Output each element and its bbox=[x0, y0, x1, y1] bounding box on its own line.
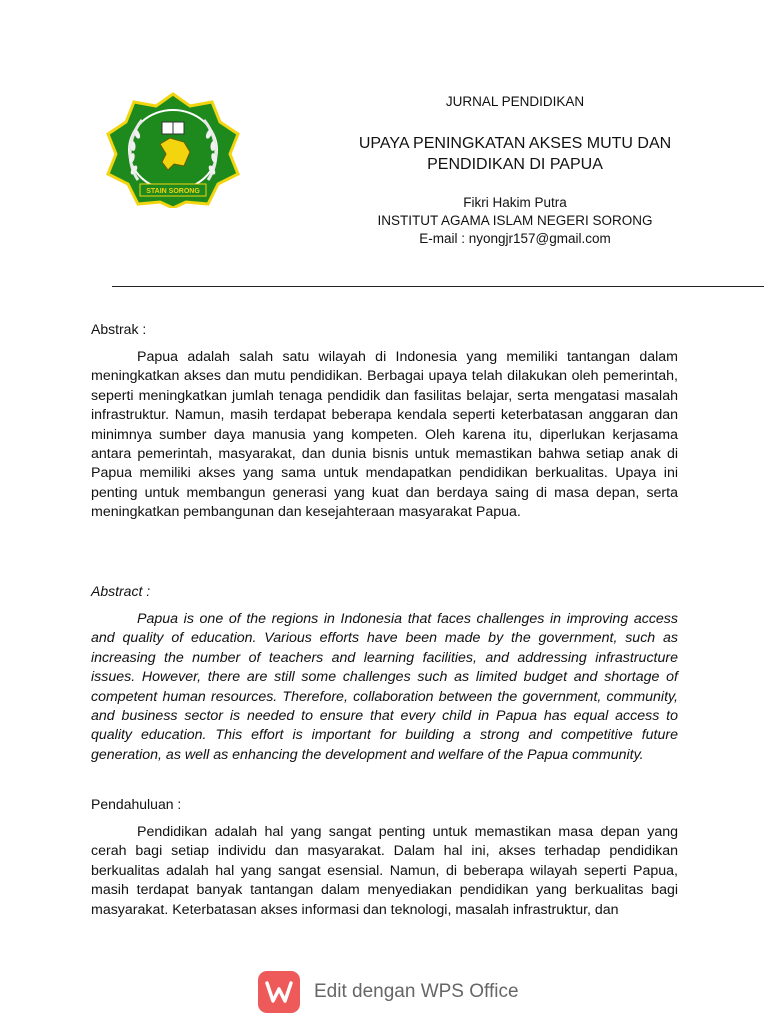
logo-text: STAIN SORONG bbox=[146, 188, 200, 195]
author-email: E-mail : nyongjr157@gmail.com bbox=[419, 231, 611, 246]
wps-logo-icon bbox=[258, 971, 300, 1013]
abstrak-heading: Abstrak : bbox=[91, 321, 147, 337]
abstrak-body: Papua adalah salah satu wilayah di Indonesia yang memiliki tantangan dalam meningkatkan akses dan mutu pendidikan. Berbagai upaya telah dilakukan oleh pemerintah, seperti meningkatkan jumlah tenaga pendidik dan fasilitas belajar, serta mengatasi masalah infrastruktur. Namun, masih terdapat beberapa kendala seperti keterbatasan anggaran dan minimnya sumber daya manusia yang kompeten. Oleh karena itu, diperlukan kerjasama antara pemerintah, masyarakat, dan dunia bisnis untuk memastikan bahwa setiap anak di Papua memiliki akses yang sama untuk mendapatkan pendidikan berkualitas. Upaya ini penting untuk membangun generasi yang kuat dan berdaya saing di masa depan, serta meningkatkan pembangunan dan kesejahteraan masyarakat Papua. bbox=[91, 349, 678, 521]
header-divider bbox=[112, 286, 764, 287]
journal-name: JURNAL PENDIDIKAN bbox=[445, 94, 585, 109]
title-line-2: PENDIDIKAN DI PAPUA bbox=[427, 156, 603, 173]
author-name: Fikri Hakim Putra bbox=[463, 195, 567, 210]
pendahuluan-heading: Pendahuluan : bbox=[91, 796, 182, 812]
paper-title bbox=[300, 133, 730, 175]
wps-label: Edit dengan WPS Office bbox=[314, 981, 519, 1002]
title-line-1: UPAYA PENINGKATAN AKSES MUTU DAN bbox=[358, 135, 672, 152]
institution: INSTITUT AGAMA ISLAM NEGERI SORONG bbox=[377, 213, 653, 228]
edit-with-wps-button[interactable] bbox=[258, 967, 538, 1017]
institution-logo bbox=[104, 92, 242, 208]
abstract-body: Papua is one of the regions in Indonesia that faces challenges in improving access and quality of education. Various efforts have been made by the government, such as increasing the number of teachers and learning facilities, and addressing infrastructure issues. However, there are still some challenges such as limited budget and shortage of competent human resources. Therefore, collaboration between the government, community, and business sector is needed to ensure that every child in Papua has equal access to quality education. This effort is important for building a strong and competitive future generation, as well as enhancing the development and welfare of the Papua community. bbox=[91, 611, 678, 763]
abstract-heading: Abstract : bbox=[91, 583, 151, 599]
pendahuluan-body: Pendidikan adalah hal yang sangat penting untuk memastikan masa depan yang cerah bagi setiap individu dan masyarakat. Dalam hal ini, akses terhadap pendidikan berkualitas adalah hal yang sangat esensial. Namun, di beberapa wilayah seperti Papua, masih terdapat banyak tantangan dalam menyediakan pendidikan yang berkualitas bagi masyarakat. Keterbatasan akses informasi dan teknologi, masalah infrastruktur, dan bbox=[91, 824, 678, 918]
